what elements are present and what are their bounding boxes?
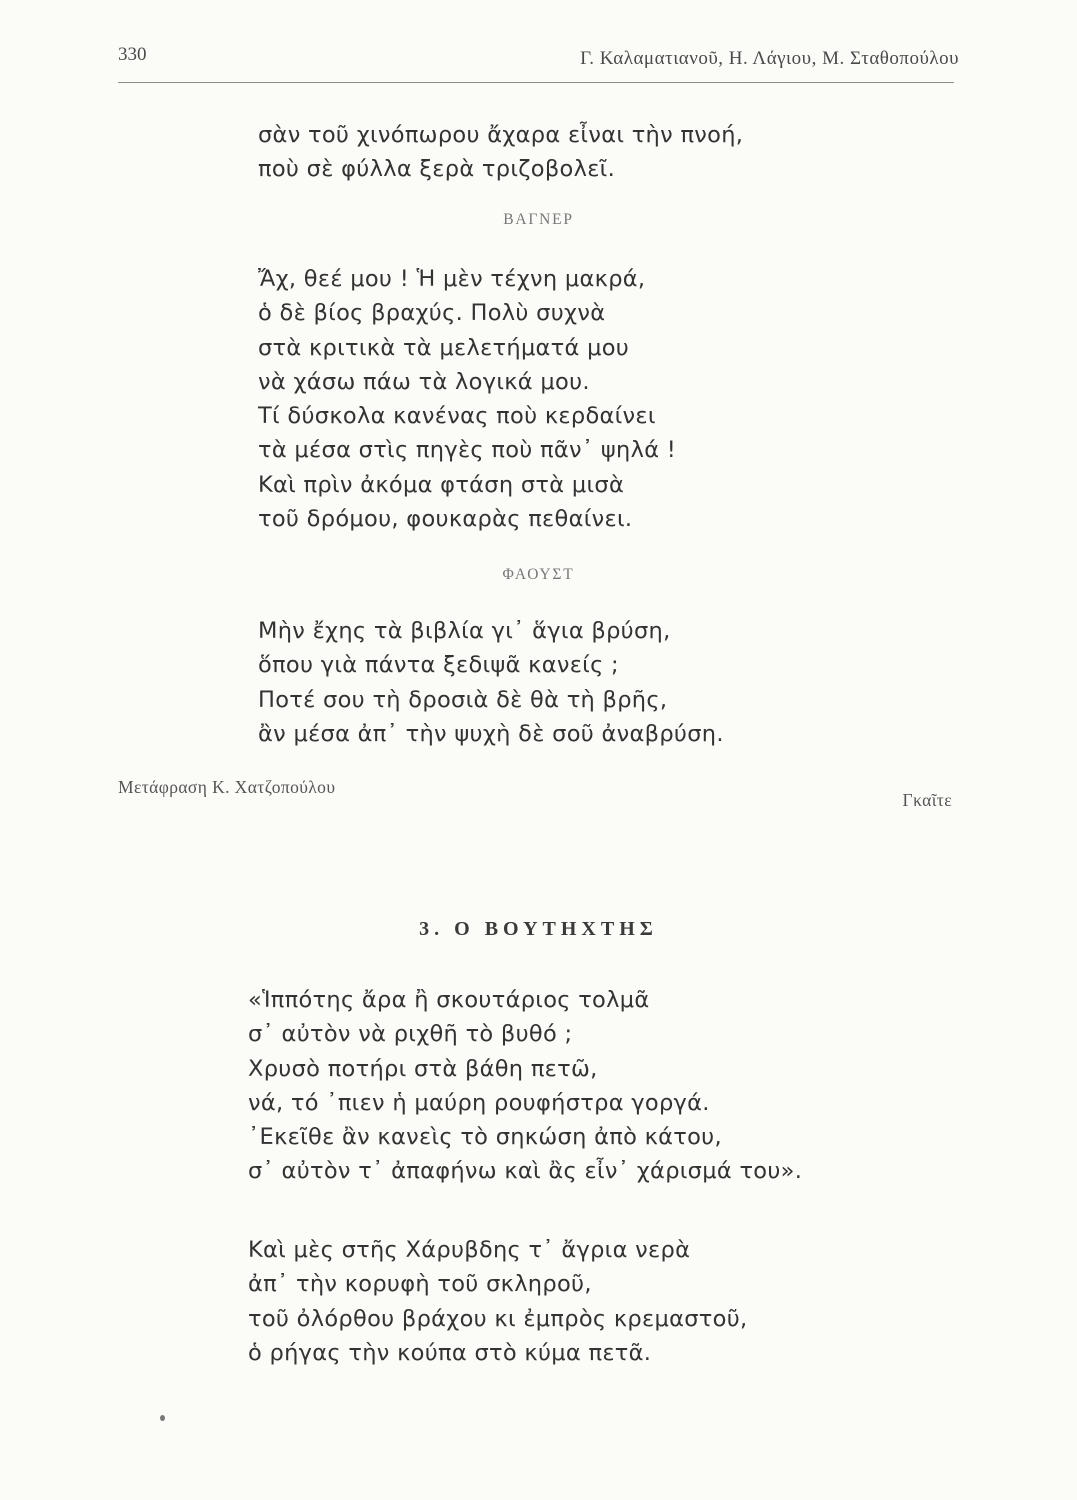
- header-rule: [118, 82, 954, 83]
- verse-line: ἀπ᾿ τὴν κορυφὴ τοῦ σκληροῦ,: [248, 1271, 592, 1298]
- poem-title: 3. Ο ΒΟΥΤΗΧΤΗΣ: [419, 918, 658, 940]
- verse-line: ὅπου γιὰ πάντα ξεδιψᾶ κανείς ;: [258, 652, 619, 679]
- verse-line: τὰ μέσα στὶς πηγὲς ποὺ πᾶν᾿ ψηλά !: [258, 437, 677, 464]
- paper-speck: [160, 1415, 165, 1421]
- translator-credit: Μετάφραση Κ. Χατζοπούλου: [118, 777, 336, 797]
- speaker-faust: ΦΑΟΥΣΤ: [502, 566, 575, 583]
- verse-line: Ποτέ σου τὴ δροσιὰ δὲ θὰ τὴ βρῆς,: [258, 686, 668, 713]
- speaker-wagner: ΒΑΓΝΕΡ: [503, 211, 574, 228]
- verse-line: ὁ ρήγας τὴν κούπα στὸ κύμα πετᾶ.: [248, 1339, 652, 1366]
- verse-line: νά, τό ᾿πιεν ἡ μαύρη ρουφήστρα γοργά.: [248, 1089, 710, 1116]
- verse-line: Μὴν ἔχης τὰ βιβλία γι᾿ ἅγια βρύση,: [258, 618, 671, 644]
- verse-line: Τί δύσκολα κανένας ποὺ κερδαίνει: [258, 403, 656, 430]
- verse-line: νὰ χάσω πάω τὰ λογικά μου.: [258, 368, 590, 395]
- running-head: Γ. Καλαματιανοῦ, Η. Λάγιου, Μ. Σταθοπούλου: [580, 48, 959, 69]
- verse-line: στὰ κριτικὰ τὰ μελετήματά μου: [258, 334, 630, 361]
- page-number: 330: [118, 44, 147, 65]
- page-header: [0, 0, 1077, 90]
- verse-line: Καὶ πρὶν ἀκόμα φτάση στὰ μισὰ: [258, 471, 625, 498]
- verse-line: ὁ δὲ βίος βραχύς. Πολὺ συχνὰ: [258, 300, 606, 327]
- verse-line: ἂν μέσα ἀπ᾿ τὴν ψυχὴ δὲ σοῦ ἀναβρύση.: [258, 720, 724, 747]
- faust-stanza: [258, 614, 724, 751]
- verse-line: Ἄχ, θεέ μου ! Ἡ μὲν τέχνη μακρά,: [258, 266, 646, 292]
- opening-stanza: [258, 118, 743, 187]
- verse-line: σ᾿ αὐτὸν νὰ ριχθῆ τὸ βυθό ;: [248, 1021, 573, 1048]
- verse-line: σ᾿ αὐτὸν τ᾿ ἀπαφήνω καὶ ἂς εἶν᾿ χάρισμά του».: [248, 1158, 803, 1185]
- verse-line: ᾿Εκεῖθε ἂν κανεὶς τὸ σηκώση ἀπὸ κάτου,: [248, 1124, 722, 1151]
- poem-stanza-1: [248, 983, 802, 1189]
- verse-line: ποὺ σὲ φύλλα ξερὰ τριζοβολεῖ.: [258, 156, 616, 183]
- verse-line: τοῦ ὀλόρθου βράχου κι ἐμπρὸς κρεμαστοῦ,: [248, 1305, 748, 1332]
- poem-stanza-2: [248, 1233, 747, 1370]
- verse-line: σὰν τοῦ χινόπωρου ἄχαρα εἶναι τὴν πνοή,: [258, 122, 744, 148]
- verse-line: Καὶ μὲς στῆς Χάρυβδης τ᾿ ἄγρια νερὰ: [248, 1237, 691, 1263]
- author-credit: Γκαῖτε: [902, 790, 952, 810]
- verse-line: «Ἱππότης ἄρα ἢ σκουτάριος τολμᾶ: [248, 987, 650, 1013]
- verse-line: τοῦ δρόμου, φουκαρὰς πεθαίνει.: [258, 506, 633, 533]
- wagner-stanza: [258, 262, 676, 536]
- verse-line: Χρυσὸ ποτήρι στὰ βάθη πετῶ,: [248, 1055, 598, 1082]
